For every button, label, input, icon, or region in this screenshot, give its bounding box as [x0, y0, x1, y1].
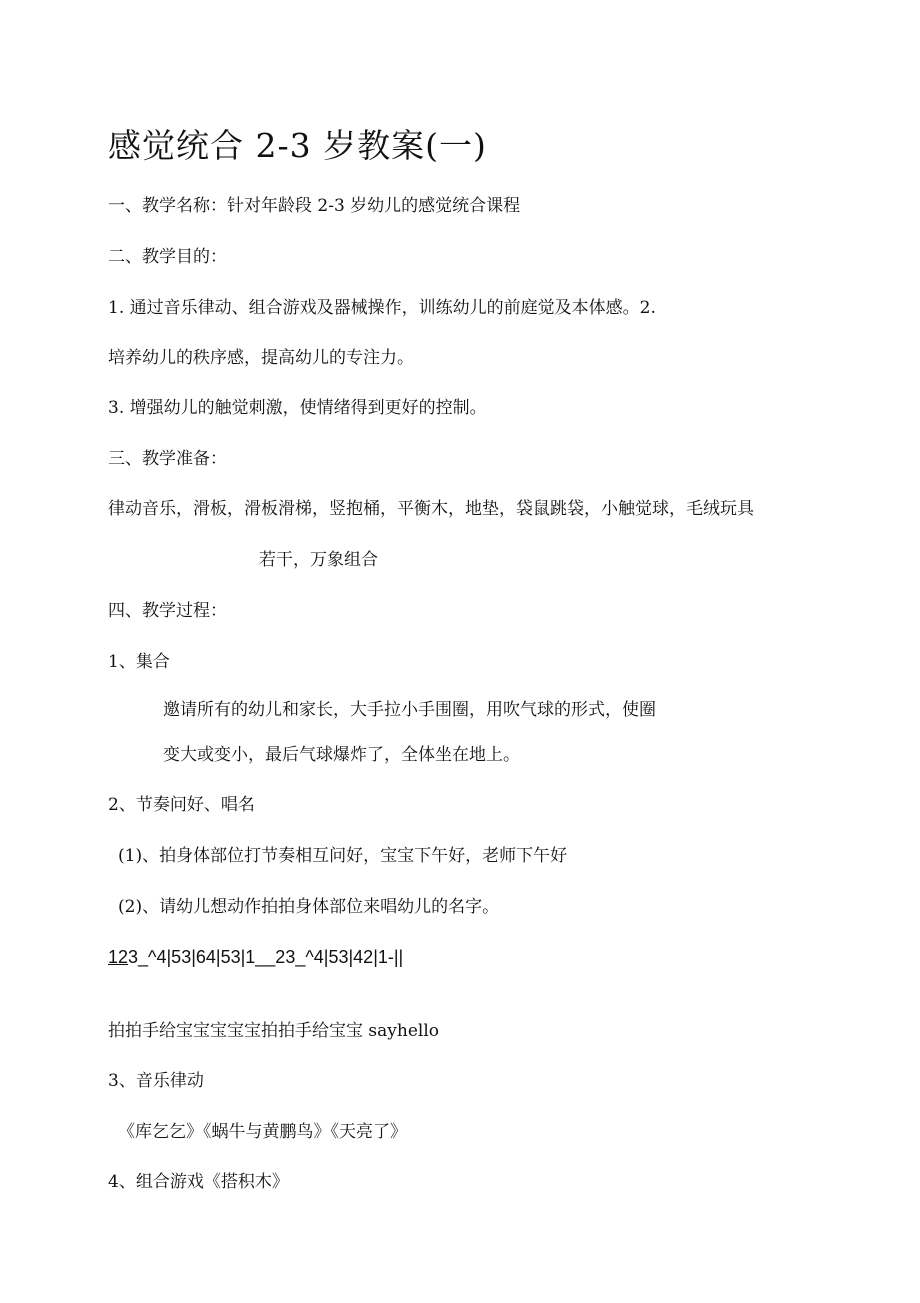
- section-teaching-name: 一、教学名称：针对年龄段 2-3 岁幼儿的感觉统合课程: [108, 196, 521, 216]
- section-teaching-goal-heading: 二、教学目的：: [108, 247, 227, 267]
- goal-item-1: 1. 通过音乐律动、组合游戏及器械操作，训练幼儿的前庭觉及本体感。2.: [108, 298, 656, 318]
- song-lyrics: 拍拍手给宝宝宝宝宝拍拍手给宝宝 sayhello: [108, 1021, 439, 1041]
- step-1-heading: 1、集合: [108, 652, 170, 672]
- music-notation-underlined: 12: [108, 947, 129, 967]
- goal-item-3: 3. 增强幼儿的触觉刺激，使情绪得到更好的控制。: [108, 398, 487, 418]
- music-notation-rest: 3_^4|53|64|53|1__23_^4|53|42|1-||: [128, 947, 404, 967]
- step-1-text-line-2: 变大或变小，最后气球爆炸了，全体坐在地上。: [163, 745, 520, 765]
- preparation-list-continued: 若干，万象组合: [259, 550, 378, 570]
- section-process-heading: 四、教学过程：: [108, 601, 227, 621]
- step-2-heading: 2、节奏问好、唱名: [108, 795, 255, 815]
- section-preparation-heading: 三、教学准备：: [108, 449, 227, 469]
- step-4-heading: 4、组合游戏《搭积木》: [108, 1172, 289, 1192]
- page-title: 感觉统合 2-3 岁教案(一): [108, 126, 487, 165]
- preparation-list: 律动音乐，滑板，滑板滑梯，竖抱桶，平衡木，地垫，袋鼠跳袋，小触觉球，毛绒玩具: [108, 499, 754, 519]
- music-notation: [108, 945, 403, 969]
- step-1-text-line-1: 邀请所有的幼儿和家长，大手拉小手围圈，用吹气球的形式，使圈: [163, 700, 656, 720]
- goal-item-2: 培养幼儿的秩序感，提高幼儿的专注力。: [108, 348, 414, 368]
- step-3-heading: 3、音乐律动: [108, 1071, 204, 1091]
- step-2-item-1: (1)、拍身体部位打节奏相互问好，宝宝下午好，老师下午好: [118, 846, 568, 866]
- step-2-item-2: (2)、请幼儿想动作拍拍身体部位来唱幼儿的名字。: [118, 897, 500, 917]
- step-3-songs: 《库乞乞》《蜗牛与黄鹏鸟》《天亮了》: [118, 1122, 407, 1142]
